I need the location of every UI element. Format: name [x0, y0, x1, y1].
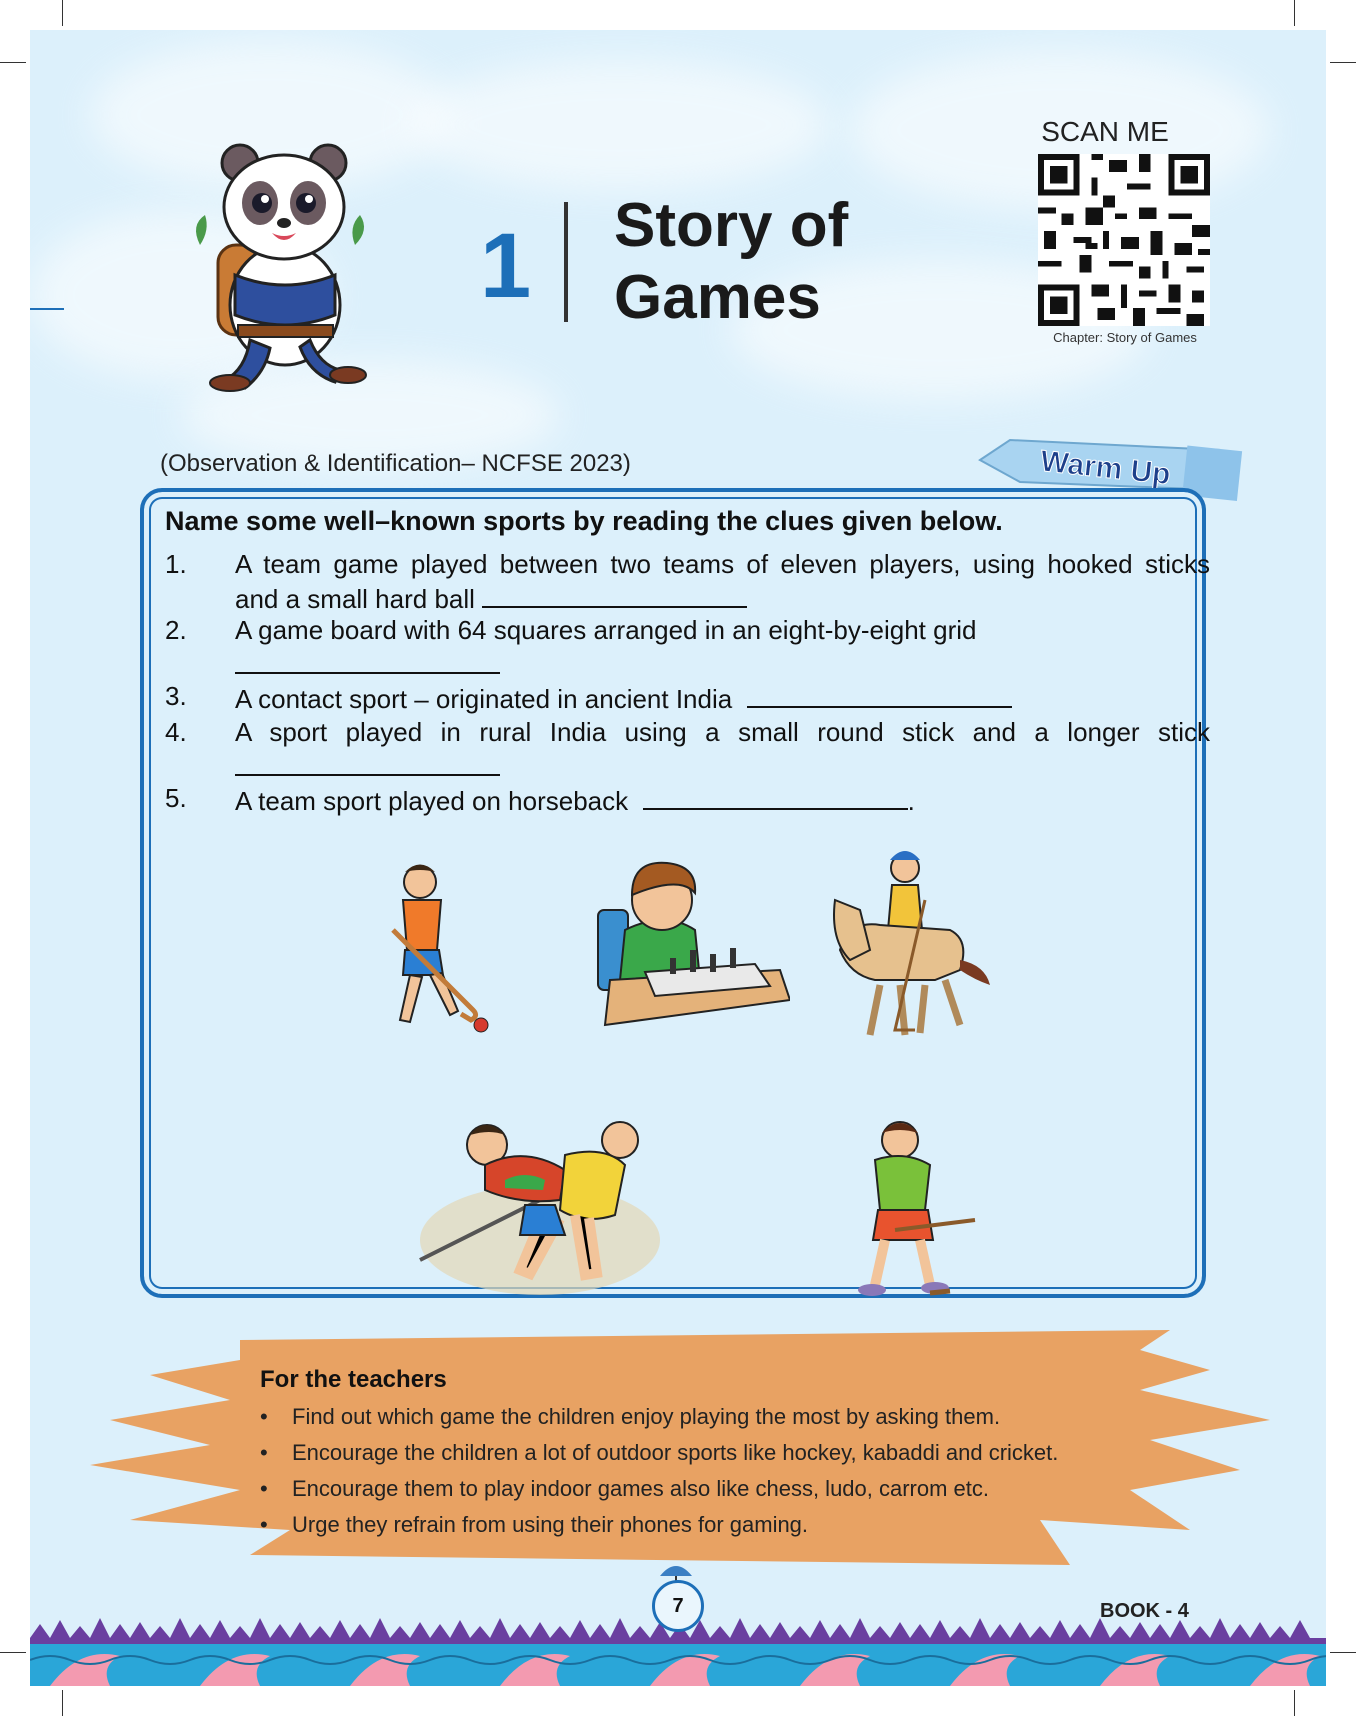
- teachers-item-text: Find out which game the children enjoy playing the most by asking them.: [292, 1404, 1001, 1429]
- teachers-item: [260, 1440, 1058, 1466]
- question-text-line2: and a small hard ball: [235, 584, 475, 614]
- crop-mark: [0, 1652, 26, 1653]
- chapter-number: 1: [480, 215, 532, 317]
- crop-mark: [0, 62, 26, 63]
- book-label: BOOK - 4: [1100, 1600, 1189, 1622]
- question-number: 5.: [165, 783, 187, 813]
- gilli-danda-boy-illustration: [810, 1115, 980, 1305]
- answer-blank[interactable]: [747, 680, 1012, 708]
- teachers-item-text: Encourage them to play indoor games also like chess, ludo, carrom etc.: [292, 1476, 990, 1501]
- answer-blank[interactable]: [482, 580, 747, 608]
- question-text: A team game played between two teams of eleven players, using hooked sticks: [235, 549, 1210, 579]
- question-item: [165, 614, 1210, 681]
- qr-code[interactable]: [1038, 154, 1210, 326]
- margin-marker: [30, 308, 64, 310]
- title-divider: [564, 202, 568, 322]
- answer-blank[interactable]: [235, 748, 500, 776]
- teachers-item-text: Urge they refrain from using their phones for gaming.: [292, 1512, 809, 1537]
- teachers-item: [260, 1476, 989, 1502]
- teachers-item: [260, 1512, 808, 1538]
- question-text: A contact sport – originated in ancient India: [235, 684, 733, 714]
- question-item: [165, 716, 1210, 783]
- question-item: [165, 548, 1210, 615]
- crop-mark: [62, 1690, 63, 1716]
- chess-boy-illustration: [590, 850, 790, 1030]
- teachers-heading: For the teachers: [260, 1366, 447, 1393]
- question-number: 2.: [165, 615, 187, 645]
- crop-mark: [1330, 1652, 1356, 1653]
- question-number: 3.: [165, 681, 187, 711]
- bullet: •: [260, 1404, 268, 1429]
- crop-mark: [1294, 1690, 1295, 1716]
- panda-mascot-illustration: [180, 125, 380, 395]
- kabaddi-players-illustration: [415, 1110, 665, 1300]
- book-page: [30, 30, 1326, 1686]
- activity-instruction: Name some well–known sports by reading the clues given below.: [165, 506, 1003, 536]
- crop-mark: [62, 0, 63, 26]
- bullet: •: [260, 1440, 268, 1465]
- teachers-item: [260, 1404, 1000, 1430]
- cloud: [410, 60, 830, 190]
- question-suffix: .: [907, 786, 915, 816]
- question-item: [165, 680, 1210, 715]
- crop-mark: [1330, 62, 1356, 63]
- hockey-player-illustration: [355, 860, 505, 1040]
- crop-mark: [1294, 0, 1295, 26]
- polo-rider-illustration: [820, 840, 1000, 1050]
- question-text: A game board with 64 squares arranged in an eight-by-eight grid: [235, 615, 977, 645]
- question-text: A sport played in rural India using a small round stick and a longer stick: [235, 717, 1210, 747]
- question-number: 4.: [165, 717, 187, 747]
- observation-note: (Observation & Identification– NCFSE 2023): [160, 450, 631, 477]
- teachers-item-text: Encourage the children a lot of outdoor sports like hockey, kabaddi and cricket.: [292, 1440, 1059, 1465]
- question-item: [165, 782, 1210, 817]
- bullet: •: [260, 1512, 268, 1537]
- question-number: 1.: [165, 549, 187, 579]
- page-number: 7: [652, 1580, 704, 1632]
- answer-blank[interactable]: [643, 782, 908, 810]
- chapter-title: Story of Games: [614, 191, 849, 332]
- answer-blank[interactable]: [235, 646, 500, 674]
- question-text-continued: [235, 580, 1210, 615]
- scan-me-label: SCAN ME: [1041, 116, 1169, 147]
- question-text: A team sport played on horseback: [235, 786, 629, 816]
- bullet: •: [260, 1476, 268, 1501]
- qr-caption: Chapter: Story of Games: [1053, 330, 1197, 345]
- warm-up-label: Warm Up: [1038, 444, 1173, 492]
